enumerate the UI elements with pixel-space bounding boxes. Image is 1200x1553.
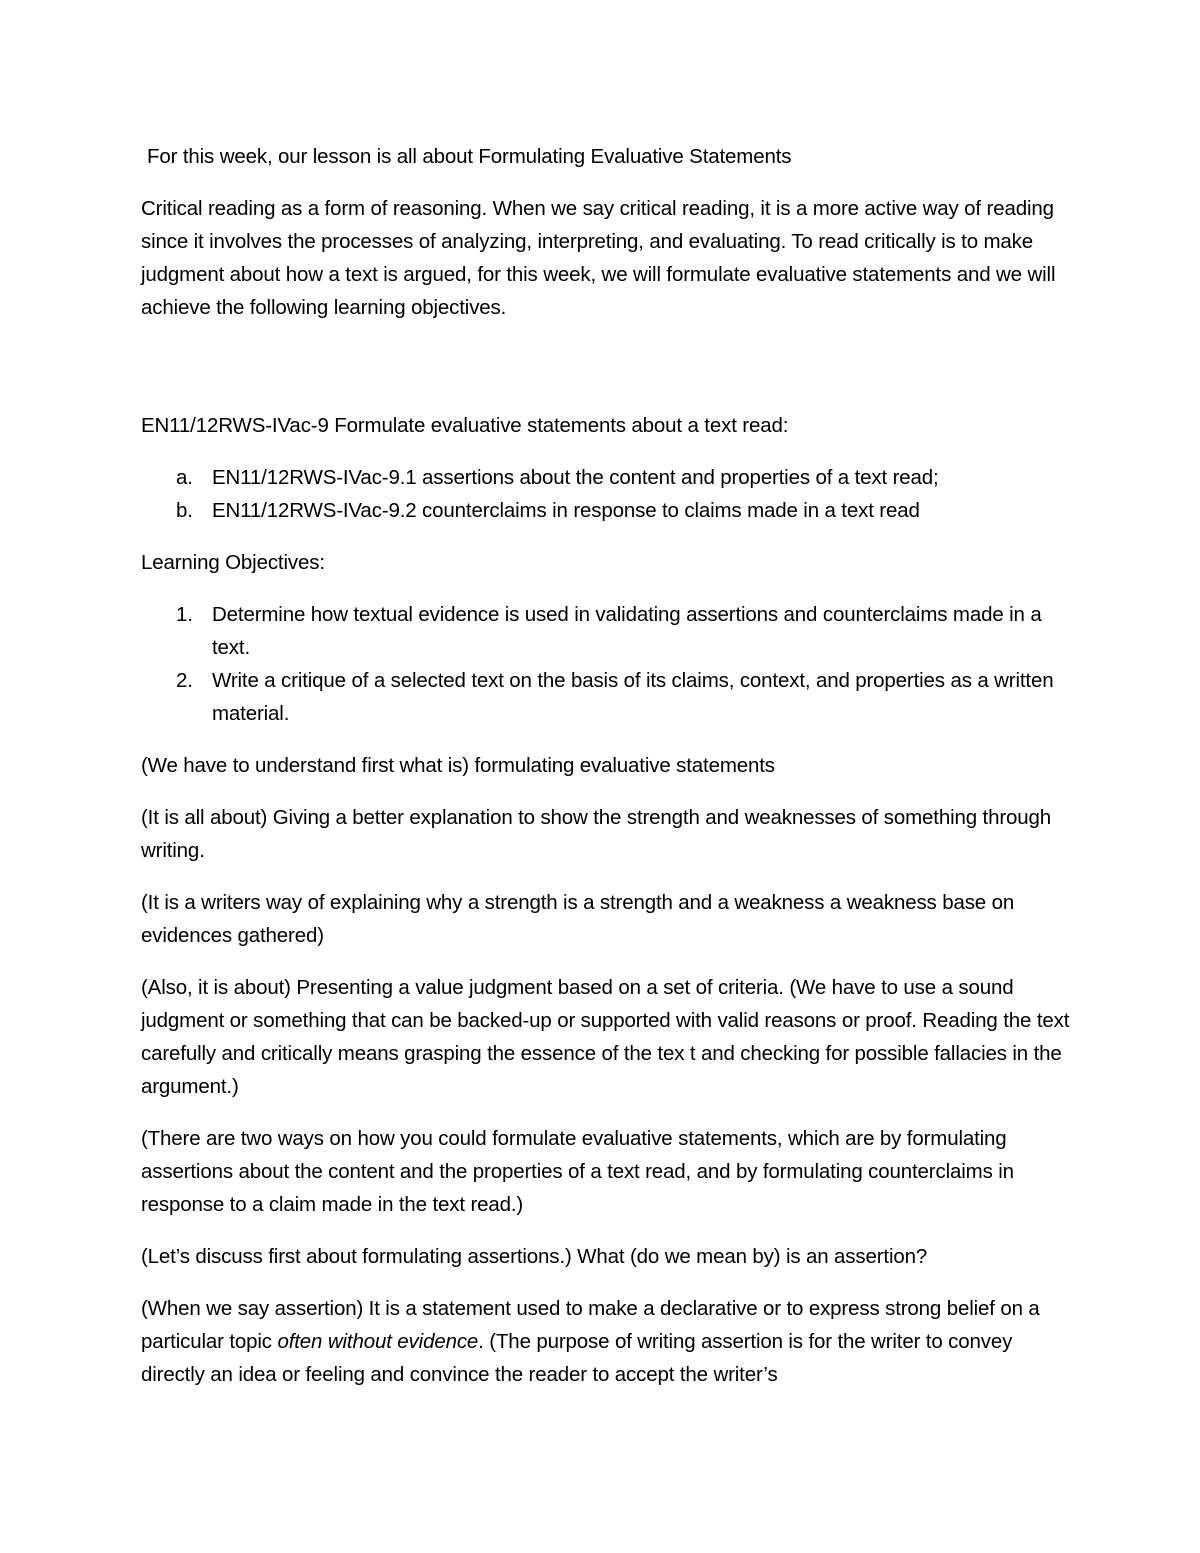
assertion-text-start: (When we say assertion) It is a statement used to make a declarative or to express strong belief on a particular topic [141, 1297, 1040, 1353]
assertion-definition-paragraph [141, 1292, 1071, 1391]
discuss-assertions-paragraph: (Let’s discuss first about formulating assertions.) What (do we mean by) is an assertion? [141, 1245, 928, 1268]
objectives-list [141, 598, 1071, 730]
list-marker: a. [176, 466, 193, 489]
two-ways-paragraph: (There are two ways on how you could formulate evaluative statements, which are by formulating assertions about the content and the properties of a text read, and by formulating counterclaims in response to a claim made in the text read.) [141, 1127, 1014, 1216]
competency-heading: EN11/12RWS-IVac-9 Formulate evaluative statements about a text read: [141, 414, 789, 437]
intro-line: For this week, our lesson is all about Formulating Evaluative Statements [147, 145, 792, 168]
objective-item [141, 664, 1071, 730]
critical-reading-paragraph: Critical reading as a form of reasoning. When we say critical reading, it is a more active way of reading since it involves the processes of analyzing, interpreting, and evaluating. To read critically is to make judgment about how a text is argued, for this week, we will formulate evaluative statements and we will achieve the following learning objectives. [141, 197, 1056, 319]
objective-item [141, 598, 1071, 664]
competency-item [141, 494, 1071, 527]
understand-paragraph: (We have to understand first what is) formulating evaluative statements [141, 754, 775, 777]
all-about-paragraph: (It is all about) Giving a better explanation to show the strength and weaknesses of something through writing. [141, 806, 1052, 862]
writers-way-paragraph: (It is a writers way of explaining why a strength is a strength and a weakness a weakness base on evidences gathered) [141, 891, 1015, 947]
blank-space [141, 343, 1071, 409]
objective-text: Determine how textual evidence is used in validating assertions and counterclaims made in a text. [212, 603, 1042, 659]
list-marker: 1. [176, 603, 193, 626]
assertion-italic-phrase: often without evidence [277, 1330, 479, 1353]
competency-item [141, 461, 1071, 494]
list-marker: b. [176, 499, 193, 522]
assertion-text-end: . (The purpose of writing assertion is for the writer to convey directly an idea or feeling and convince the reader to accept the writer’s [141, 1330, 1013, 1386]
list-marker: 2. [176, 669, 193, 692]
competency-text: EN11/12RWS-IVac-9.2 counterclaims in response to claims made in a text read [212, 499, 920, 522]
objectives-heading: Learning Objectives: [141, 551, 325, 574]
document-body [141, 140, 1071, 1410]
value-judgment-paragraph: (Also, it is about) Presenting a value judgment based on a set of criteria. (We have to use a sound judgment or something that can be backed-up or supported with valid reasons or proof. Reading the text carefully and critically means grasping the essence of the tex t and checking for possible fallacies in the argument.) [141, 976, 1070, 1098]
competency-list [141, 461, 1071, 527]
objective-text: Write a critique of a selected text on the basis of its claims, context, and properties as a written material. [212, 669, 1054, 725]
competency-text: EN11/12RWS-IVac-9.1 assertions about the content and properties of a text read; [212, 466, 939, 489]
